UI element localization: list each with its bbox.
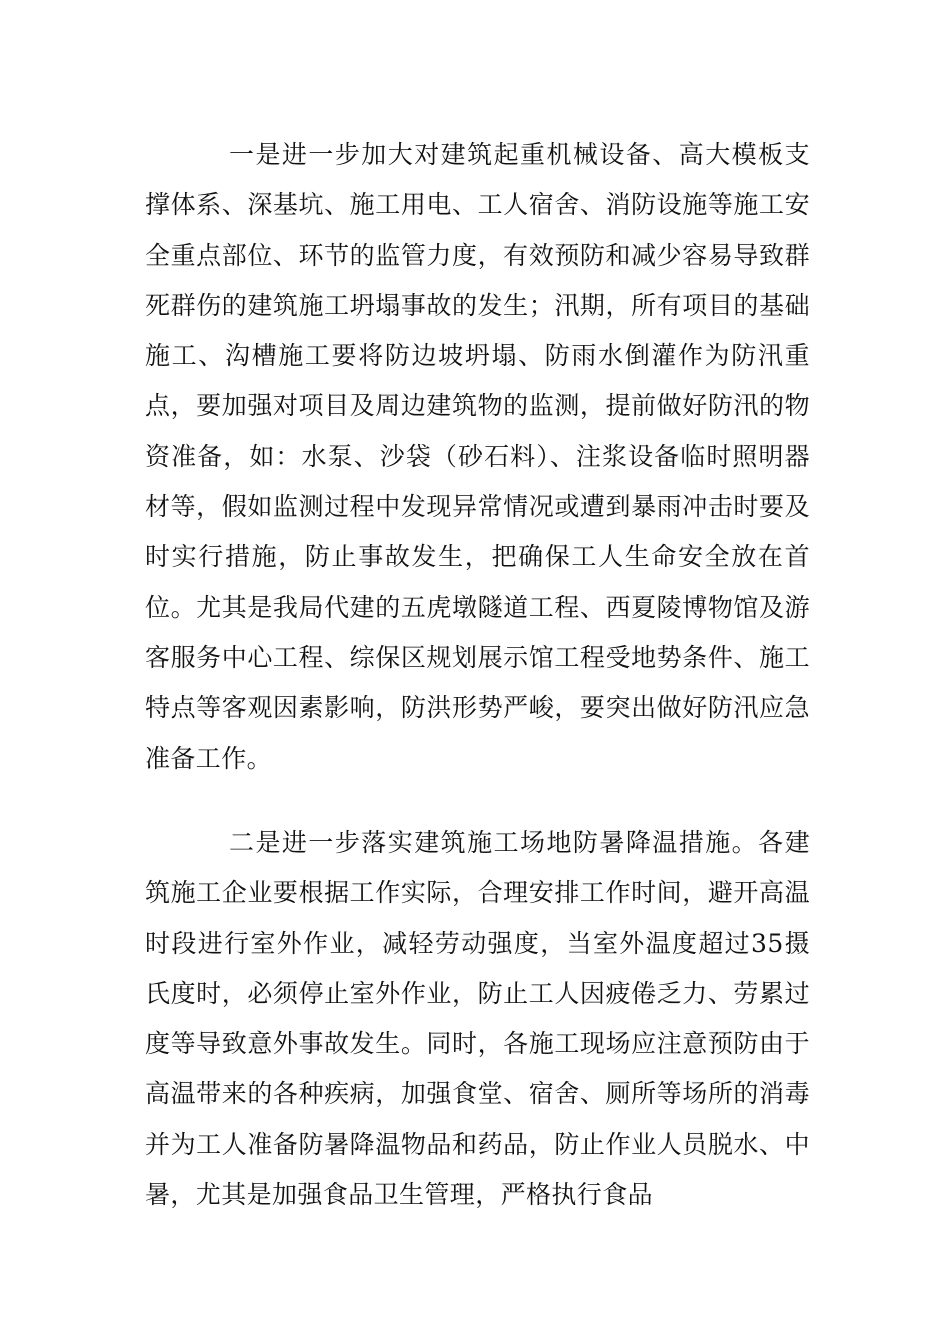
paragraph-heat-prevention: 二是进一步落实建筑施工场地防暑降温措施。各建筑施工企业要根据工作实际，合理安排工作时间，避开高温时段进行室外作业，减轻劳动强度，当室外温度超过35摄氏度时，必须停止室外作业，防止工人因疲倦乏力、劳累过度等导致意外事故发生。同时，各施工现场应注意预防由于高温带来的各种疾病，加强食堂、宿舍、厕所等场所的消毒并为工人准备防暑降温物品和药品，防止作业人员脱水、中暑，尤其是加强食品卫生管理，严格执行食品: [145, 828, 810, 1210]
paragraph-flood-prevention: 一是进一步加大对建筑起重机械设备、高大模板支撑体系、深基坑、施工用电、工人宿舍、消防设施等施工安全重点部位、环节的监管力度，有效预防和减少容易导致群死群伤的建筑施工坍塌事故的发生；汛期，所有项目的基础施工、沟槽施工要将防边坡坍塌、防雨水倒灌作为防汛重点，要加强对项目及周边建筑物的监测，提前做好防汛的物资准备，如：水泵、沙袋（砂石料）、注浆设备临时照明器材等，假如监测过程中发现异常情况或遭到暴雨冲击时要及时实行措施，防止事故发生，把确保工人生命安全放在首位。尤其是我局代建的五虎墩隧道工程、西夏陵博物馆及游客服务中心工程、综保区规划展示馆工程受地势条件、施工特点等客观因素影响，防洪形势严峻，要突出做好防汛应急准备工作。: [145, 140, 810, 773]
